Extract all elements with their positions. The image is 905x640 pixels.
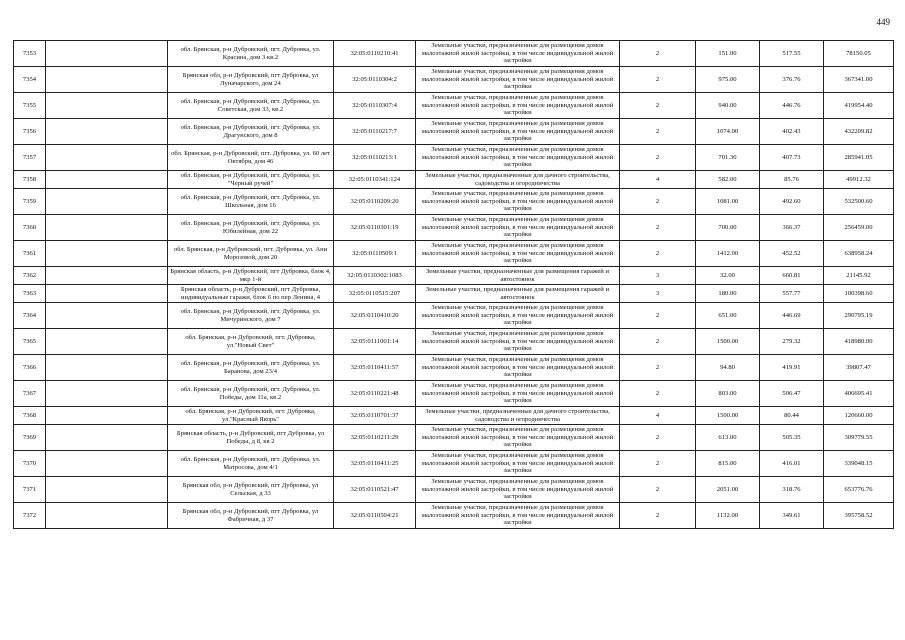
row-number-cell: 7370 [14,451,46,477]
land-use-cell: Земельные участки, предназначенные для размещения домов малоэтажной жилой застройки, в том числе индивидуальной жилой застройки [416,355,620,381]
use-group-cell: 2 [620,41,696,67]
land-use-cell: Земельные участки, предназначенные для размещения домов малоэтажной жилой застройки, в том числе индивидуальной жилой застройки [416,451,620,477]
row-number-cell: 7353 [14,41,46,67]
area-cell: 1074.00 [696,119,760,145]
cadastral-number-cell: 32:05:0110411:25 [334,451,416,477]
spacer-cell [46,451,168,477]
area-cell: 815.00 [696,451,760,477]
cadastral-number-cell: 32:05:0110211:29 [334,425,416,451]
row-number-cell: 7365 [14,329,46,355]
use-group-cell: 2 [620,189,696,215]
address-cell: Брянская область, р-н Дубровский, пгт Дубровка, ул Победы, д 8, кв 2 [168,425,334,451]
specific-value-cell: 452.52 [760,241,824,267]
row-number-cell: 7366 [14,355,46,381]
table-row [14,381,894,407]
cadastral-number-cell: 32:05:0110221:48 [334,381,416,407]
address-cell: обл. Брянская, р-н Дубровский, пгт. Дубровка, ул. 60 лет Октября, дом 46 [168,145,334,171]
specific-value-cell: 376.76 [760,67,824,93]
use-group-cell: 2 [620,119,696,145]
use-group-cell: 2 [620,503,696,529]
land-use-cell: Земельные участки, предназначенные для размещения гаражей и автостоянок [416,267,620,285]
table-row [14,503,894,529]
cadastral-number-cell: 32:05:0110411:57 [334,355,416,381]
cadastral-number-cell: 32:05:0110701:37 [334,407,416,425]
cadastral-value-cell: 432209.82 [824,119,894,145]
use-group-cell: 2 [620,303,696,329]
area-cell: 1500.00 [696,329,760,355]
address-cell: обл. Брянская, р-н Дубровский, пгт. Дубровка, ул. Мичуринского, дом 7 [168,303,334,329]
spacer-cell [46,381,168,407]
table-row [14,267,894,285]
row-number-cell: 7363 [14,285,46,303]
table-row [14,119,894,145]
table-row [14,425,894,451]
table-row [14,477,894,503]
area-cell: 1500.00 [696,407,760,425]
address-cell: обл. Брянская, р-н Дубровский, пгт. Дубровка, ул. Победы, дом 11а, кв.2 [168,381,334,407]
specific-value-cell: 416.01 [760,451,824,477]
land-use-cell: Земельные участки, предназначенные для дачного строительства, садоводства и огородничества [416,171,620,189]
land-use-cell: Земельные участки, предназначенные для размещения домов малоэтажной жилой застройки, в том числе индивидуальной жилой застройки [416,241,620,267]
cadastral-number-cell: 32:05:0110504:21 [334,503,416,529]
land-use-cell: Земельные участки, предназначенные для дачного строительства, садоводства и огородничества [416,407,620,425]
address-cell: обл. Брянская, р-н Дубровский, пгт. Дубровка, ул."Красный Якорь" [168,407,334,425]
use-group-cell: 3 [620,285,696,303]
spacer-cell [46,407,168,425]
use-group-cell: 4 [620,407,696,425]
specific-value-cell: 446.76 [760,93,824,119]
land-use-cell: Земельные участки, предназначенные для размещения домов малоэтажной жилой застройки, в том числе индивидуальной жилой застройки [416,503,620,529]
address-cell: обл. Брянская, р-н Дубровский, пгт. Дубровка, ул. Матросова, дом 4/1 [168,451,334,477]
cadastral-value-cell: 638958.24 [824,241,894,267]
area-cell: 1412.00 [696,241,760,267]
specific-value-cell: 80.44 [760,407,824,425]
land-use-cell: Земельные участки, предназначенные для размещения домов малоэтажной жилой застройки, в том числе индивидуальной жилой застройки [416,215,620,241]
row-number-cell: 7358 [14,171,46,189]
address-cell: обл. Брянская, р-н Дубровский, пгт. Дубровка, ул. Баранова, дом 23/4 [168,355,334,381]
area-cell: 1081.00 [696,189,760,215]
land-use-cell: Земельные участки, предназначенные для размещения домов малоэтажной жилой застройки, в том числе индивидуальной жилой застройки [416,67,620,93]
cadastral-value-cell: 78150.05 [824,41,894,67]
use-group-cell: 2 [620,67,696,93]
area-cell: 2051.00 [696,477,760,503]
use-group-cell: 2 [620,93,696,119]
specific-value-cell: 505.35 [760,425,824,451]
specific-value-cell: 446.69 [760,303,824,329]
area-cell: 1132.00 [696,503,760,529]
cadastral-value-cell: 309779.55 [824,425,894,451]
cadastral-value-cell: 419954.40 [824,93,894,119]
spacer-cell [46,93,168,119]
area-cell: 94.80 [696,355,760,381]
spacer-cell [46,503,168,529]
address-cell: обл. Брянская, р-н Дубровский, пгт. Дубровка, ул. Юбилейная, дом 22 [168,215,334,241]
address-cell: обл. Брянская, р-н Дубровский, пгт. Дубровка, ул. Ани Морозовой, дом 20 [168,241,334,267]
land-use-cell: Земельные участки, предназначенные для размещения домов малоэтажной жилой застройки, в том числе индивидуальной жилой застройки [416,189,620,215]
specific-value-cell: 318.76 [760,477,824,503]
cadastral-value-cell: 100398.60 [824,285,894,303]
cadastral-number-cell: 32:05:0110213:1 [334,145,416,171]
area-cell: 651.00 [696,303,760,329]
spacer-cell [46,41,168,67]
cadastral-number-cell: 32:05:0110515:207 [334,285,416,303]
row-number-cell: 7364 [14,303,46,329]
row-number-cell: 7359 [14,189,46,215]
cadastral-value-cell: 653776.76 [824,477,894,503]
row-number-cell: 7372 [14,503,46,529]
cadastral-number-cell: 32:05:0111001:14 [334,329,416,355]
cadastral-value-cell: 21145.92 [824,267,894,285]
cadastral-value-table [13,40,894,529]
area-cell: 975.00 [696,67,760,93]
area-cell: 613.00 [696,425,760,451]
cadastral-number-cell: 32:05:0110410:20 [334,303,416,329]
cadastral-number-cell: 32:05:0110304:2 [334,67,416,93]
cadastral-number-cell: 32:05:0110217:7 [334,119,416,145]
use-group-cell: 2 [620,451,696,477]
land-use-cell: Земельные участки, предназначенные для размещения домов малоэтажной жилой застройки, в том числе индивидуальной жилой застройки [416,119,620,145]
cadastral-value-cell: 418980.00 [824,329,894,355]
cadastral-value-cell: 395758.52 [824,503,894,529]
cadastral-value-cell: 290795.19 [824,303,894,329]
row-number-cell: 7362 [14,267,46,285]
land-use-cell: Земельные участки, предназначенные для размещения домов малоэтажной жилой застройки, в том числе индивидуальной жилой застройки [416,329,620,355]
land-use-cell: Земельные участки, предназначенные для размещения домов малоэтажной жилой застройки, в том числе индивидуальной жилой застройки [416,303,620,329]
table-row [14,41,894,67]
spacer-cell [46,355,168,381]
cadastral-value-cell: 532500.60 [824,189,894,215]
area-cell: 701.30 [696,145,760,171]
table-row [14,407,894,425]
specific-value-cell: 402.43 [760,119,824,145]
area-cell: 32.00 [696,267,760,285]
spacer-cell [46,241,168,267]
area-cell: 803.00 [696,381,760,407]
specific-value-cell: 279.32 [760,329,824,355]
cadastral-number-cell: 32:05:0110307:4 [334,93,416,119]
spacer-cell [46,145,168,171]
address-cell: Брянская обл, р-н Дубровский, пгт Дубровка, ул Луначарского, дом 24 [168,67,334,93]
row-number-cell: 7356 [14,119,46,145]
address-cell: обл. Брянская, р-н Дубровский, пгт. Дубровка, ул. Драгунского, дом 8 [168,119,334,145]
cadastral-number-cell: 32:05:0110301:19 [334,215,416,241]
use-group-cell: 3 [620,267,696,285]
spacer-cell [46,67,168,93]
specific-value-cell: 492.60 [760,189,824,215]
use-group-cell: 2 [620,355,696,381]
table-row [14,189,894,215]
cadastral-value-cell: 367341.00 [824,67,894,93]
use-group-cell: 2 [620,425,696,451]
land-use-cell: Земельные участки, предназначенные для размещения домов малоэтажной жилой застройки, в том числе индивидуальной жилой застройки [416,381,620,407]
row-number-cell: 7354 [14,67,46,93]
cadastral-value-cell: 406695.41 [824,381,894,407]
specific-value-cell: 517.55 [760,41,824,67]
cadastral-number-cell: 32:05:0110341:124 [334,171,416,189]
spacer-cell [46,171,168,189]
address-cell: Брянская область, р-н Дубровский, пгт Дубровка, индивидуальные гаражи, блок 6 по пер Ленина, 4 [168,285,334,303]
cadastral-number-cell: 32:05:0110521:47 [334,477,416,503]
specific-value-cell: 407.73 [760,145,824,171]
land-use-cell: Земельные участки, предназначенные для размещения домов малоэтажной жилой застройки, в том числе индивидуальной жилой застройки [416,425,620,451]
spacer-cell [46,267,168,285]
use-group-cell: 2 [620,329,696,355]
spacer-cell [46,329,168,355]
table-row [14,93,894,119]
spacer-cell [46,215,168,241]
table-body [14,41,894,529]
spacer-cell [46,425,168,451]
area-cell: 700.00 [696,215,760,241]
cadastral-number-cell: 32:05:0110302:1083 [334,267,416,285]
address-cell: Брянская обл, р-н Дубровский, пгт Дубровка, ул Фабричная, д 37 [168,503,334,529]
row-number-cell: 7369 [14,425,46,451]
table-row [14,303,894,329]
table-row [14,355,894,381]
table-row [14,145,894,171]
row-number-cell: 7355 [14,93,46,119]
table-row [14,329,894,355]
address-cell: Брянская обл, р-н Дубровский, пгт Дубровка, ул Сельская, д 33 [168,477,334,503]
cadastral-value-cell: 49912.32 [824,171,894,189]
use-group-cell: 2 [620,215,696,241]
spacer-cell [46,189,168,215]
specific-value-cell: 419.91 [760,355,824,381]
page-number: 449 [876,17,890,27]
specific-value-cell: 366.37 [760,215,824,241]
cadastral-number-cell: 32:05:0110210:41 [334,41,416,67]
use-group-cell: 2 [620,145,696,171]
row-number-cell: 7357 [14,145,46,171]
use-group-cell: 2 [620,477,696,503]
row-number-cell: 7371 [14,477,46,503]
row-number-cell: 7360 [14,215,46,241]
cadastral-number-cell: 32:05:0110509:1 [334,241,416,267]
row-number-cell: 7368 [14,407,46,425]
area-cell: 151.00 [696,41,760,67]
table-row [14,215,894,241]
spacer-cell [46,303,168,329]
table-row [14,285,894,303]
address-cell: Брянская область, р-н Дубровский, пгт Дубровка, блок 4, мкр 1-й [168,267,334,285]
specific-value-cell: 506.47 [760,381,824,407]
address-cell: обл. Брянская, р-н Дубровский, пгт. Дубровка, ул. "Черный ручей" [168,171,334,189]
cadastral-value-cell: 256459.00 [824,215,894,241]
row-number-cell: 7361 [14,241,46,267]
spacer-cell [46,285,168,303]
specific-value-cell: 557.77 [760,285,824,303]
land-use-cell: Земельные участки, предназначенные для размещения домов малоэтажной жилой застройки, в том числе индивидуальной жилой застройки [416,477,620,503]
area-cell: 940.00 [696,93,760,119]
land-use-cell: Земельные участки, предназначенные для размещения домов малоэтажной жилой застройки, в том числе индивидуальной жилой застройки [416,93,620,119]
land-use-cell: Земельные участки, предназначенные для размещения домов малоэтажной жилой застройки, в том числе индивидуальной жилой застройки [416,41,620,67]
cadastral-value-cell: 285941.05 [824,145,894,171]
address-cell: обл. Брянская, р-н Дубровский, пгт. Дубровка, ул."Новый Свет" [168,329,334,355]
cadastral-value-cell: 39807.47 [824,355,894,381]
land-use-cell: Земельные участки, предназначенные для размещения домов малоэтажной жилой застройки, в том числе индивидуальной жилой застройки [416,145,620,171]
use-group-cell: 2 [620,381,696,407]
spacer-cell [46,477,168,503]
area-cell: 180.00 [696,285,760,303]
use-group-cell: 4 [620,171,696,189]
cadastral-value-cell: 339048.15 [824,451,894,477]
area-cell: 582.00 [696,171,760,189]
specific-value-cell: 85.76 [760,171,824,189]
table-row [14,241,894,267]
cadastral-value-cell: 120660.00 [824,407,894,425]
address-cell: обл. Брянская, р-н Дубровский, пгт. Дубровка, ул. Красина, дом 3 кв.2 [168,41,334,67]
table-row [14,67,894,93]
use-group-cell: 2 [620,241,696,267]
specific-value-cell: 349.61 [760,503,824,529]
cadastral-number-cell: 32:05:0110209:20 [334,189,416,215]
spacer-cell [46,119,168,145]
address-cell: обл. Брянская, р-н Дубровский, пгт. Дубровка, ул. Школьная, дом 16 [168,189,334,215]
address-cell: обл. Брянская, р-н Дубровский, пгт. Дубровка, ул. Советская, дом 33, кв.2 [168,93,334,119]
land-use-cell: Земельные участки, предназначенные для размещения гаражей и автостоянок [416,285,620,303]
specific-value-cell: 660.81 [760,267,824,285]
table-row [14,451,894,477]
table-row [14,171,894,189]
row-number-cell: 7367 [14,381,46,407]
